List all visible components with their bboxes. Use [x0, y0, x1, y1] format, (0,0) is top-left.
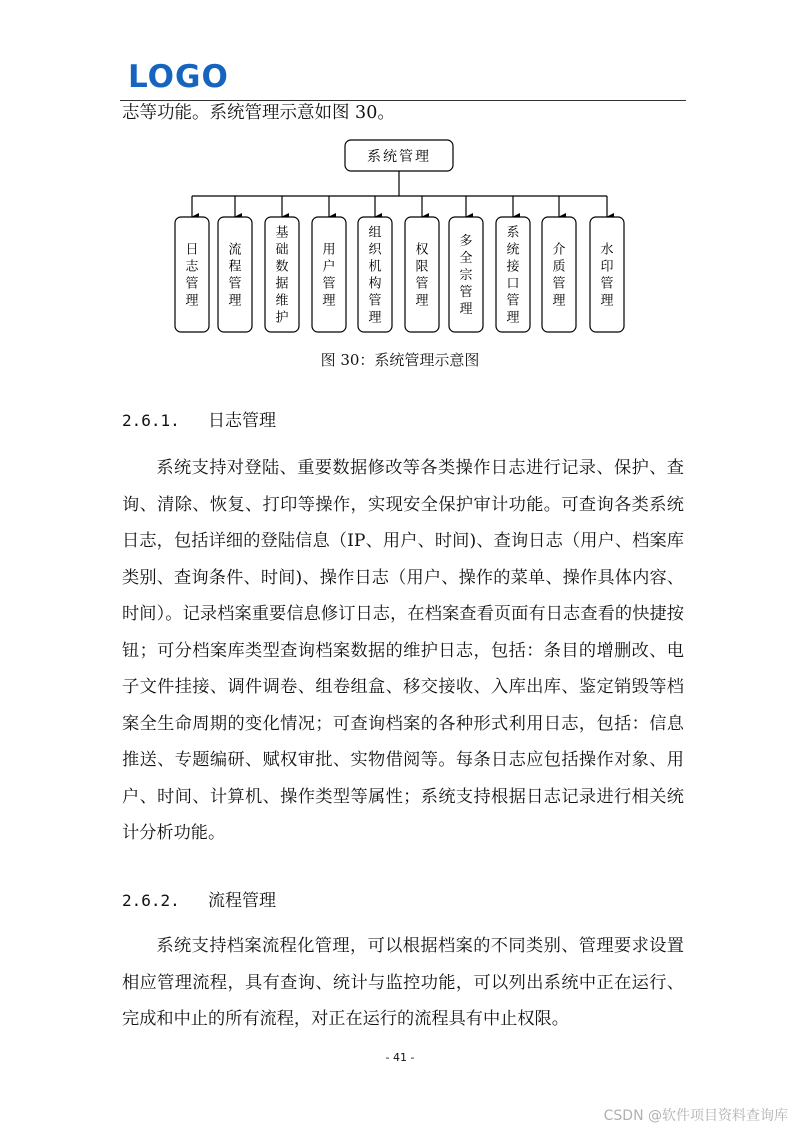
child-node-label: 权限管理 [415, 242, 429, 309]
section-title: 日志管理 [208, 411, 276, 431]
child-node-box [175, 217, 209, 332]
watermark: CSDN @软件项目资料查询库 [603, 1108, 788, 1124]
root-node-label: 系统管理 [367, 149, 431, 165]
section-number: 2.6.2. [122, 891, 180, 910]
child-node-label: 流程管理 [228, 242, 242, 309]
child-nodes [175, 196, 624, 332]
child-node-label: 基础数据维护 [275, 225, 289, 326]
child-node-box [542, 217, 576, 332]
section-paragraph-1: 系统支持对登陆、重要数据修改等各类操作日志进行记录、保护、查询、清除、恢复、打印等操作，实现安全保护审计功能。可查询各类系统日志，包括详细的登陆信息（IP、用户、时间)、查询日志（用户、档案库类别、查询条件、时间)、操作日志（用户、操作的菜单、操作具体内容、时间）。记录档案重要信息修订日志，在档案查看页面有日志查看的快捷按钮；可分档案库类型查询档案数据的维护日志，包括：条目的增删改、电子文件挂接、调件调卷、组卷组盒、移交接收、入库出库、鉴定销毁等档案全生命周期的变化情况；可查询档案的各种形式利用日志，包括：信息推送、专题编研、赋权审批、实物借阅等。每条日志应包括操作对象、用户、时间、计算机、操作类型等属性；系统支持根据日志记录进行相关统计分析功能。 [122, 458, 684, 843]
child-node-box [312, 217, 346, 332]
section-heading-2 [122, 886, 276, 911]
child-node-box [590, 217, 624, 332]
page-number: - 41 - [385, 1051, 415, 1064]
child-node-label: 用户管理 [322, 242, 336, 309]
system-management-diagram [0, 0, 800, 345]
section-number: 2.6.1. [122, 411, 180, 430]
child-node-label: 介质管理 [552, 242, 566, 309]
child-node-label: 系统接口管理 [506, 225, 520, 326]
section-heading-1 [122, 406, 276, 431]
section-paragraph-2: 系统支持档案流程化管理，可以根据档案的不同类别、管理要求设置相应管理流程，具有查询、统计与监控功能，可以列出系统中正在运行、完成和中止的所有流程，对正在运行的流程具有中止权限。 [122, 936, 684, 1029]
figure-caption: 图 30：系统管理示意图 [320, 351, 480, 369]
logo: LOGO [128, 59, 229, 95]
child-node-label: 水印管理 [600, 242, 614, 309]
child-node-label: 组织机构管理 [368, 225, 382, 326]
child-node-label: 日志管理 [185, 242, 199, 309]
section-title: 流程管理 [208, 891, 276, 911]
child-node-box [218, 217, 252, 332]
intro-line: 志等功能。系统管理示意如图 30。 [122, 103, 395, 123]
child-node-box [405, 217, 439, 332]
child-node-label: 多全宗管理 [459, 234, 473, 317]
